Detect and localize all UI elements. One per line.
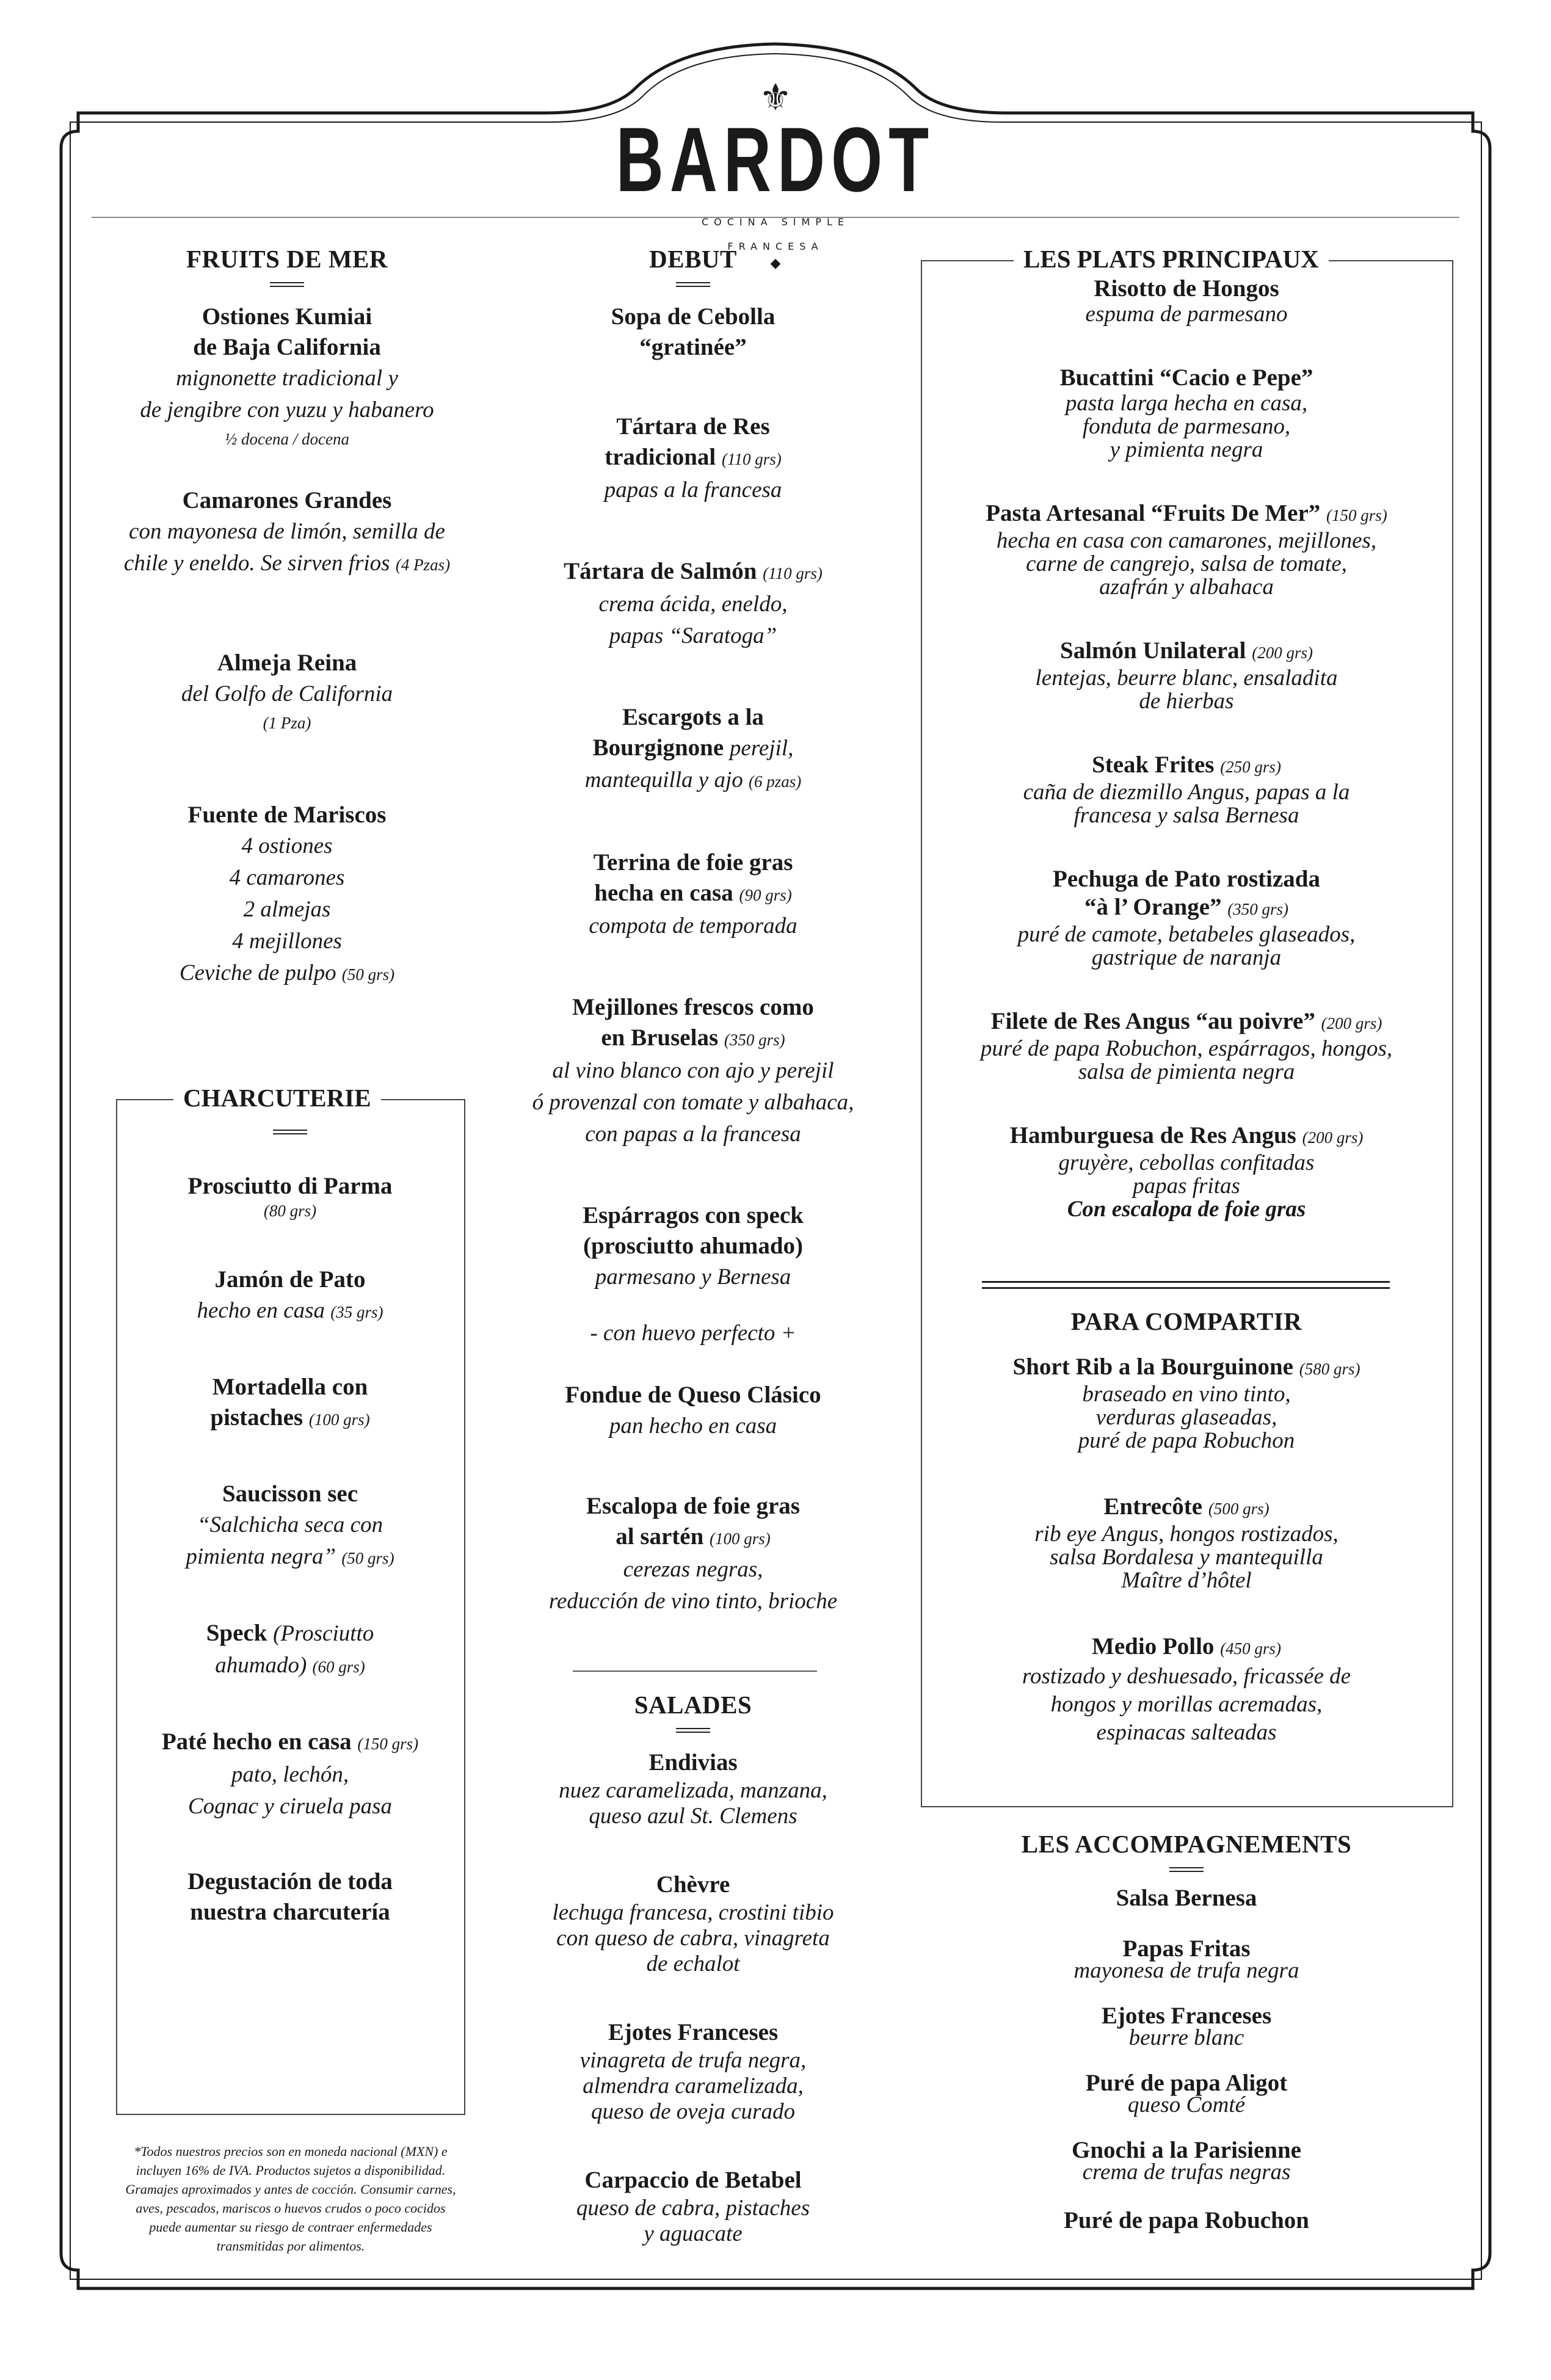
item-name: Camarones Grandes <box>182 487 392 513</box>
menu-item <box>85 302 489 449</box>
item-desc-bold: Con escalopa de foie gras <box>1067 1197 1306 1222</box>
menu-item <box>495 2017 892 2125</box>
brand-name: BARDOT <box>616 108 935 211</box>
drop-ornament-icon: ◆ <box>770 255 781 270</box>
item-weight: (200 grs) <box>1302 1128 1364 1147</box>
item-desc: verduras glaseadas, <box>1095 1405 1277 1430</box>
item-name: Papas Fritas <box>1122 1936 1251 1962</box>
item-desc: parmesano y Bernesa <box>595 1264 791 1290</box>
item-desc: vinagreta de trufa negra, <box>579 2048 807 2073</box>
item-name: Mortadella con <box>212 1374 368 1400</box>
item-desc: queso Comté <box>1127 2092 1246 2117</box>
item-desc: nuez caramelizada, manzana, <box>559 1778 827 1803</box>
item-name: Pechuga de Pato rostizada <box>1053 866 1320 892</box>
item-name <box>922 637 1451 667</box>
item-desc-text: ahumado) <box>215 1653 307 1678</box>
item-weight: (6 pzas) <box>748 772 802 791</box>
item-name <box>922 893 1451 923</box>
double-rule-top <box>982 1281 1390 1283</box>
menu-item <box>922 751 1451 827</box>
menu-item <box>116 1727 464 1823</box>
item-name-text: pistaches <box>210 1404 303 1431</box>
item-name: Jamón de Pato <box>214 1266 366 1293</box>
menu-item <box>85 648 489 733</box>
tagline-line-2: FRANCESA <box>727 241 824 252</box>
item-desc: espuma de parmesano <box>1085 302 1288 327</box>
item-desc: y aguacate <box>644 2221 743 2246</box>
item-name-text: Entrecôte <box>1103 1493 1203 1520</box>
item-weight: (150 grs) <box>357 1735 419 1753</box>
item-name: Sopa de Cebolla <box>611 303 776 330</box>
item-name <box>922 1633 1451 1663</box>
menu-item <box>922 1353 1451 1453</box>
item-desc: papas “Saratoga” <box>609 623 777 648</box>
item-desc <box>116 1541 464 1574</box>
menu-item <box>922 2205 1451 2236</box>
menu-item <box>922 1937 1451 1981</box>
menu-item <box>922 637 1451 713</box>
item-desc: papas fritas <box>1133 1174 1240 1199</box>
item-weight: (90 grs) <box>739 886 792 904</box>
fruits-de-mer-section <box>85 244 489 1033</box>
item-desc: queso de oveja curado <box>591 2099 795 2124</box>
item-weight: (200 grs) <box>1252 644 1313 662</box>
tagline-line-1: COCINA SIMPLE <box>701 216 849 228</box>
item-weight: (350 grs) <box>724 1031 785 1049</box>
item-desc: almendra caramelizada, <box>583 2073 804 2099</box>
item-desc: queso de cabra, pistaches <box>576 2196 810 2221</box>
item-desc: queso azul St. Clemens <box>589 1804 797 1829</box>
item-desc <box>116 1650 464 1683</box>
item-desc: crema ácida, eneldo, <box>598 592 788 617</box>
item-name <box>922 1122 1451 1152</box>
item-name <box>922 1007 1451 1037</box>
section-rule <box>573 1671 817 1672</box>
menu-item <box>922 2137 1451 2185</box>
item-name: Gnochi a la Parisienne <box>1072 2137 1301 2163</box>
restaurant-logo <box>0 79 1551 270</box>
section-divider <box>270 282 304 287</box>
item-desc: puré de papa Robuchon <box>1078 1428 1295 1453</box>
price-footnote: *Todos nuestros precios son en moneda nacional (MXN) e incluyen 16% de IVA. Productos sujetos a disponibilidad. Gramajes aproximados y antes de cocción. Consumir carnes, aves, pescados, mariscos o huevos crudos o poco cocidos puede aumentar su riesgo de contraer enfermedades transmitidas por alimentos. <box>125 2144 456 2254</box>
item-name <box>116 1618 464 1650</box>
menu-item <box>116 1171 464 1221</box>
item-desc <box>495 764 892 797</box>
charcuterie-title: CHARCUTERIE <box>173 1083 381 1112</box>
item-desc-text: hecho en casa <box>197 1298 325 1323</box>
item-name <box>495 556 892 589</box>
section-divider <box>273 1130 307 1134</box>
menu-item <box>922 2071 1451 2115</box>
item-name-text: Tártara de Salmón <box>564 558 757 584</box>
item-desc: - con huevo perfecto + <box>590 1321 796 1346</box>
menu-item <box>922 364 1451 462</box>
item-name: Ejotes Franceses <box>608 2019 779 2045</box>
item-desc: pato, lechón, <box>231 1762 349 1787</box>
menu-item <box>85 485 489 581</box>
item-weight: (250 grs) <box>1220 758 1281 776</box>
item-desc: pan hecho en casa <box>609 1413 777 1439</box>
item-desc: rostizado y deshuesado, fricassée de <box>1022 1664 1351 1689</box>
menu-item <box>922 1122 1451 1221</box>
item-name <box>922 1493 1451 1523</box>
double-rule-bottom <box>982 1287 1390 1289</box>
item-desc: puré de papa Robuchon, espárragos, hongos, <box>980 1036 1393 1061</box>
item-name-text: al sartén <box>616 1523 704 1550</box>
item-name <box>922 1353 1451 1383</box>
item-desc: cerezas negras, <box>623 1557 763 1582</box>
item-desc: beurre blanc <box>1128 2025 1244 2050</box>
menu-item <box>116 1264 464 1328</box>
item-desc: (Prosciutto <box>273 1621 374 1646</box>
item-desc: hongos y morillas acremadas, <box>1050 1692 1323 1717</box>
item-name-text: Bourgignone <box>592 735 724 761</box>
menu-item <box>495 556 892 652</box>
item-name-text: hecha en casa <box>594 880 733 906</box>
item-desc <box>116 1295 464 1328</box>
item-desc: caña de diezmillo Angus, papas a la <box>1023 780 1350 805</box>
item-desc: papas a la francesa <box>604 477 782 502</box>
item-weight: (110 grs) <box>722 450 782 468</box>
menu-item <box>495 1200 892 1349</box>
item-name-text: Hamburguesa de Res Angus <box>1009 1122 1296 1148</box>
item-desc-text: chile y eneldo. Se sirven frios <box>123 551 390 576</box>
item-desc: con papas a la francesa <box>585 1122 801 1147</box>
item-name: Terrina de foie gras <box>593 849 793 876</box>
menu-item <box>495 412 892 506</box>
section-divider <box>676 1728 710 1733</box>
item-desc: de hierbas <box>1139 689 1234 714</box>
item-desc: espinacas salteadas <box>1096 1720 1277 1745</box>
item-desc: pasta larga hecha en casa, <box>1065 391 1308 416</box>
charcuterie-section <box>116 1121 464 1970</box>
menu-item <box>495 992 892 1150</box>
accompagnements-section <box>922 1829 1451 2236</box>
item-desc: 4 ostiones <box>241 833 333 858</box>
item-name: “gratinée” <box>639 334 747 360</box>
section-title: SALADES <box>634 1691 752 1719</box>
item-desc: mayonesa de trufa negra <box>1073 1958 1299 1983</box>
menu-item <box>495 847 892 942</box>
item-weight: (4 Pzas) <box>395 556 451 574</box>
section-title: PARA COMPARTIR <box>1070 1307 1302 1335</box>
item-name: Saucisson sec <box>222 1481 358 1507</box>
item-name: Salsa Bernesa <box>1116 1885 1257 1911</box>
plats-title: LES PLATS PRINCIPAUX <box>1014 244 1329 274</box>
item-desc: Cognac y ciruela pasa <box>188 1794 392 1819</box>
item-name-text: Speck <box>206 1620 267 1646</box>
item-desc-text: mantequilla y ajo <box>584 767 743 793</box>
section-title: LES ACCOMPAGNEMENTS <box>1021 1830 1352 1858</box>
item-name <box>495 733 892 764</box>
item-name: Puré de papa Aligot <box>1085 2070 1288 2096</box>
item-name-text: Filete de Res Angus “au poivre” <box>990 1008 1315 1034</box>
item-name <box>922 499 1451 529</box>
item-desc: salsa Bordalesa y mantequilla <box>1050 1545 1323 1570</box>
item-desc: gruyère, cebollas confitadas <box>1058 1150 1315 1175</box>
item-desc: azafrán y albahaca <box>1099 575 1274 600</box>
menu-item <box>922 1493 1451 1592</box>
item-desc: rib eye Angus, hongos rostizados, <box>1034 1522 1339 1547</box>
salades-section <box>495 1690 892 2290</box>
item-weight: (60 grs) <box>312 1658 365 1676</box>
menu-item <box>495 1870 892 1977</box>
menu-item <box>495 1380 892 1442</box>
item-name: Bucattini “Cacio e Pepe” <box>1059 365 1313 391</box>
menu-item <box>495 1491 892 1617</box>
item-desc: crema de trufas negras <box>1082 2160 1291 2185</box>
item-name <box>116 1402 464 1435</box>
item-name <box>495 1522 892 1554</box>
item-name: de Baja California <box>193 334 381 360</box>
item-name <box>922 751 1451 781</box>
item-name: Fondue de Queso Clásico <box>565 1382 821 1408</box>
item-name: Tártara de Res <box>616 413 770 440</box>
item-name: Prosciutto di Parma <box>187 1173 393 1199</box>
plats-section <box>922 275 1451 1221</box>
item-desc: perejil, <box>729 736 794 761</box>
menu-item <box>922 499 1451 599</box>
debut-section <box>495 244 892 1660</box>
item-name-text: Paté hecho en casa <box>161 1729 352 1755</box>
item-desc: puré de camote, betabeles glaseados, <box>1017 922 1356 947</box>
item-desc: gastrique de naranja <box>1091 945 1282 970</box>
menu-item <box>922 2004 1451 2048</box>
item-weight: (450 grs) <box>1220 1639 1281 1658</box>
item-desc: braseado en vino tinto, <box>1082 1382 1291 1407</box>
item-desc-text: pimienta negra” <box>186 1544 336 1569</box>
section-divider <box>1169 1867 1204 1872</box>
menu-item <box>495 1747 892 1829</box>
para-compartir-section <box>922 1307 1451 1747</box>
item-weight: (80 grs) <box>263 1202 317 1220</box>
menu-item <box>922 1007 1451 1084</box>
item-desc: carne de cangrejo, salsa de tomate, <box>1026 551 1347 576</box>
item-desc: y pimienta negra <box>1110 437 1263 462</box>
item-weight: (1 Pza) <box>263 714 311 732</box>
item-desc: 2 almejas <box>243 897 331 922</box>
item-name: Degustación de toda <box>187 1868 393 1895</box>
item-weight: (150 grs) <box>1326 506 1387 524</box>
item-name <box>495 1023 892 1055</box>
section-title: DEBUT <box>649 245 737 273</box>
item-weight: (580 grs) <box>1299 1360 1360 1378</box>
item-desc <box>85 548 489 581</box>
item-weight: (100 grs) <box>710 1529 771 1548</box>
item-name: Mejillones frescos como <box>572 994 814 1020</box>
item-name: Ejotes Franceses <box>1101 2003 1272 2029</box>
item-name: Ostiones Kumiai <box>202 303 372 330</box>
menu-item <box>116 1618 464 1683</box>
item-desc: reducción de vino tinto, brioche <box>548 1589 838 1614</box>
menu-item <box>116 1479 464 1574</box>
item-desc: mignonette tradicional y <box>176 366 398 391</box>
menu-item <box>495 302 892 363</box>
section-divider <box>676 282 710 287</box>
menu-item <box>116 1372 464 1435</box>
item-name: Escargots a la <box>622 704 764 730</box>
item-desc: lentejas, beurre blanc, ensaladita <box>1035 666 1338 691</box>
item-desc: al vino blanco con ajo y perejil <box>552 1058 834 1083</box>
menu-item <box>85 800 489 990</box>
item-weight: (350 grs) <box>1227 900 1289 918</box>
item-name: nuestra charcutería <box>190 1899 390 1925</box>
item-name-text: Steak Frites <box>1092 752 1215 778</box>
item-desc-text: Ceviche de pulpo <box>179 960 336 985</box>
item-name-text: Pasta Artesanal “Fruits De Mer” <box>986 500 1321 526</box>
section-title: FRUITS DE MER <box>186 245 388 273</box>
menu-item <box>922 865 1451 970</box>
item-name-text: Medio Pollo <box>1092 1633 1215 1660</box>
item-desc: hecha en casa con camarones, mejillones, <box>996 528 1377 553</box>
item-weight: (100 grs) <box>308 1410 370 1429</box>
menu-item <box>922 1883 1451 1914</box>
item-desc: ó provenzal con tomate y albahaca, <box>532 1090 854 1115</box>
item-name: Fuente de Mariscos <box>187 802 387 828</box>
fleur-de-lis-icon: ⚜ <box>759 78 792 118</box>
item-name: Carpaccio de Betabel <box>584 2167 802 2193</box>
item-name: (prosciutto ahumado) <box>583 1233 804 1259</box>
item-name: Endivias <box>648 1749 738 1776</box>
item-desc: de echalot <box>646 1951 740 1976</box>
item-desc: fonduta de parmesano, <box>1082 414 1291 439</box>
item-name: Escalopa de foie gras <box>586 1493 800 1519</box>
item-name-text: tradicional <box>605 444 716 470</box>
item-desc: lechuga francesa, crostini tibio <box>552 1900 834 1925</box>
item-weight: (50 grs) <box>341 1549 394 1567</box>
item-desc: salsa de pimienta negra <box>1078 1059 1295 1084</box>
item-weight: (200 grs) <box>1321 1014 1382 1032</box>
item-name <box>116 1727 464 1759</box>
menu-item <box>495 2165 892 2247</box>
item-name-text: Short Rib a la Bourguinone <box>1012 1354 1293 1380</box>
menu-item <box>922 1633 1451 1747</box>
item-name: Risotto de Hongos <box>1094 275 1279 302</box>
item-desc: del Golfo de California <box>181 681 393 706</box>
item-desc <box>85 957 489 990</box>
item-name <box>495 878 892 910</box>
item-desc: Maître d’hôtel <box>1121 1568 1252 1593</box>
item-weight: (500 grs) <box>1208 1500 1269 1518</box>
item-name: Espárragos con speck <box>583 1202 804 1228</box>
menu-item <box>495 702 892 797</box>
item-name-text: “à l’ Orange” <box>1084 894 1222 920</box>
item-desc: con mayonesa de limón, semilla de <box>129 519 445 544</box>
item-desc: compota de temporada <box>589 913 797 938</box>
item-desc: francesa y salsa Bernesa <box>1073 803 1299 828</box>
menu-item <box>922 275 1451 326</box>
item-name: Almeja Reina <box>217 650 357 676</box>
item-name-text: en Bruselas <box>601 1025 719 1051</box>
item-weight: (110 grs) <box>763 564 823 582</box>
item-desc: de jengibre con yuzu y habanero <box>140 397 434 423</box>
menu-item <box>116 1867 464 1928</box>
item-desc: “Salchicha seca con <box>197 1512 383 1537</box>
item-weight: (35 grs) <box>330 1303 383 1321</box>
item-name <box>495 442 892 474</box>
item-name: Chèvre <box>656 1871 730 1898</box>
item-desc: 4 mejillones <box>232 929 342 954</box>
item-name: Puré de papa Robuchon <box>1064 2207 1309 2233</box>
item-desc: 4 camarones <box>229 865 345 890</box>
item-sizes: ½ docena / docena <box>225 430 349 448</box>
item-desc: con queso de cabra, vinagreta <box>556 1926 830 1951</box>
item-name-text: Salmón Unilateral <box>1060 637 1246 664</box>
item-weight: (50 grs) <box>341 965 395 984</box>
